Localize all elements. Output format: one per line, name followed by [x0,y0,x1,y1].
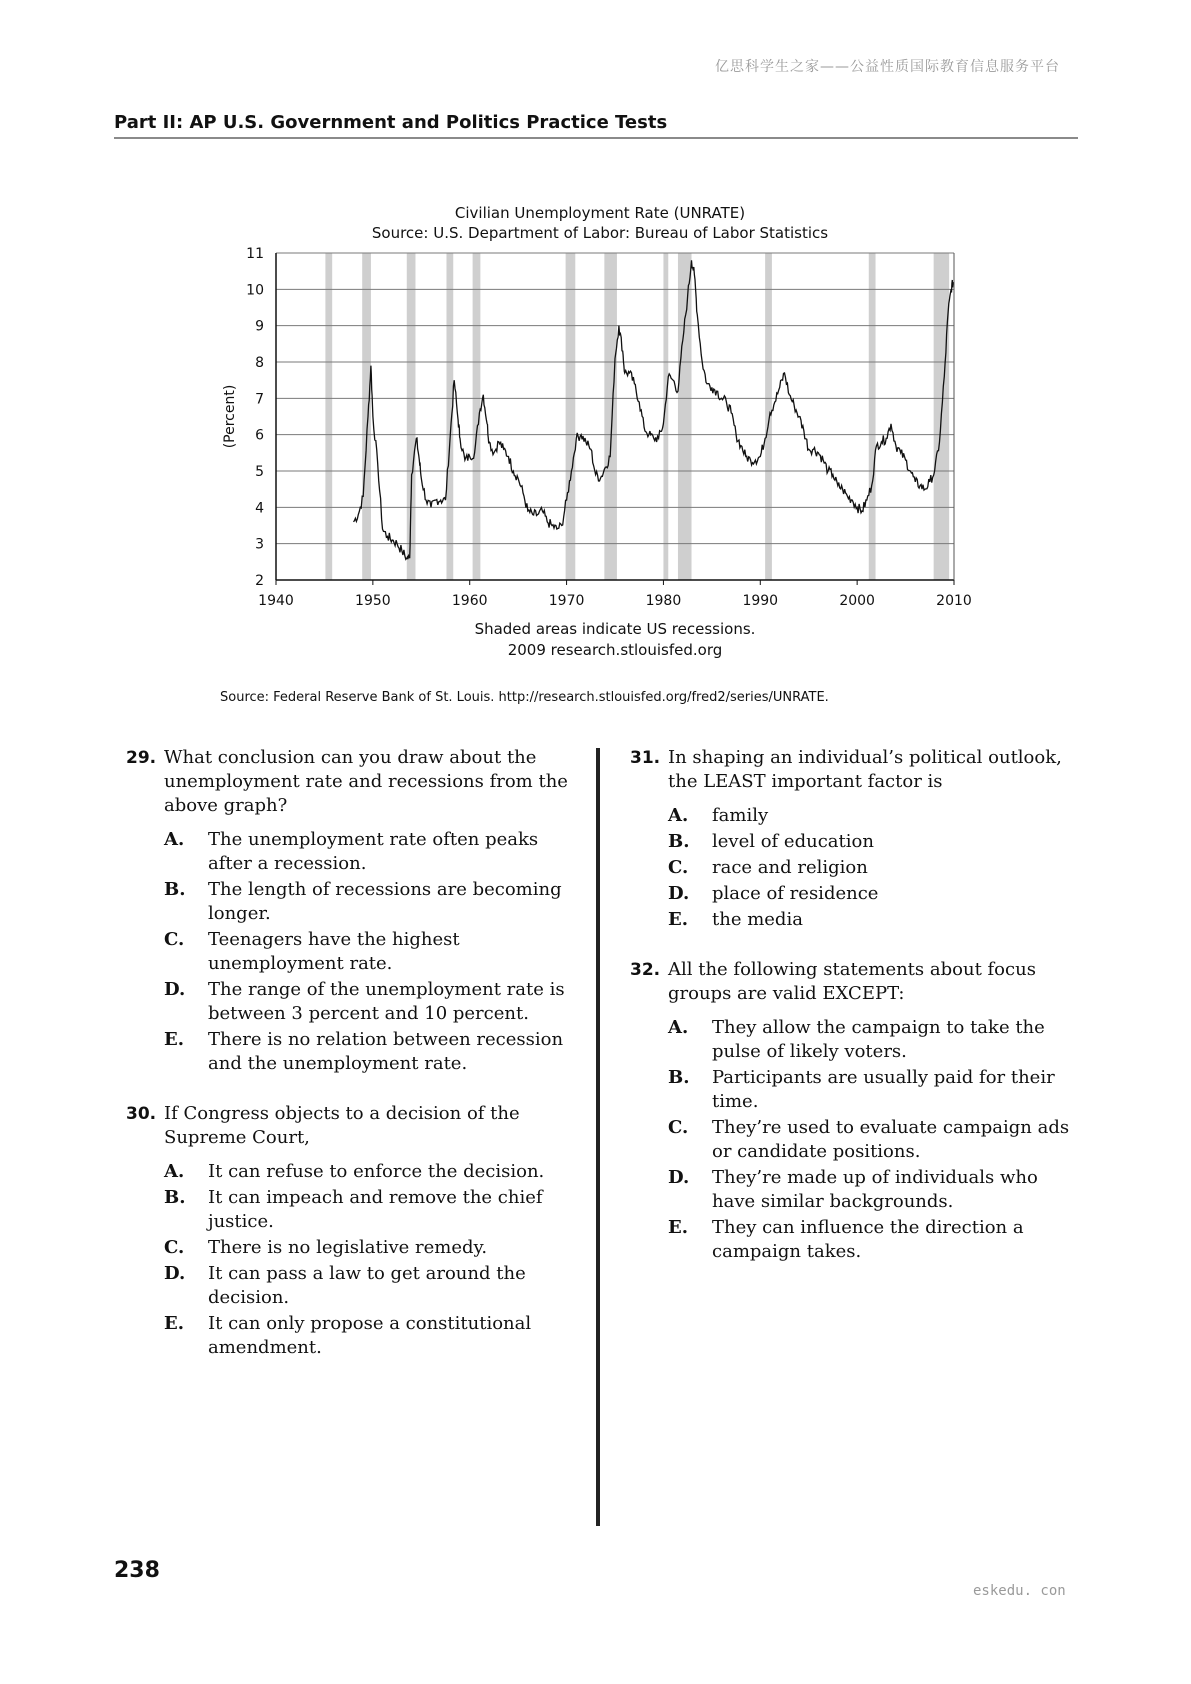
question-stem [126,1102,582,1150]
choice-text: There is no relation between recession and the unemployment rate. [208,1029,564,1074]
x-tick-label: 2000 [839,593,875,609]
answer-choice [164,1262,582,1310]
question [126,746,582,1076]
recession-band [765,253,772,580]
header-watermark: 亿思科学生之家——公益性质国际教育信息服务平台 [715,59,1060,75]
page-number: 238 [114,1558,160,1583]
y-tick-label: 10 [246,282,264,299]
footer-watermark: eskedu. con [973,1583,1066,1599]
x-tick-label: 1960 [451,593,488,609]
choice-letter: A. [668,1017,689,1038]
choice-text: It can impeach and remove the chief justice. [208,1187,543,1232]
choice-text: It can only propose a constitutional amendment. [208,1313,532,1358]
choice-letter: B. [164,879,186,900]
choice-text: level of education [712,831,874,852]
answer-choice [668,908,1080,932]
choice-text: family [712,805,769,826]
question [630,746,1080,932]
choice-letter: D. [164,1263,186,1284]
answer-choice [164,1160,582,1184]
answer-choices [164,1160,582,1360]
series-line-0 [354,260,954,559]
choice-letter: D. [668,883,690,904]
chart-svg [200,200,1000,670]
y-tick-label: 6 [255,427,264,444]
y-tick-label: 11 [246,246,264,262]
choice-letter: E. [668,1217,688,1238]
question-stem [630,746,1080,794]
recession-band [325,253,332,580]
y-tick-label: 3 [255,536,264,553]
answer-choice [164,878,582,926]
choice-text: Teenagers have the highest unemployment rate. [208,929,460,974]
running-head: Part II: AP U.S. Government and Politics Practice Tests [114,112,668,133]
answer-choice [668,1066,1080,1114]
recession-band [869,253,876,580]
choice-text: The unemployment rate often peaks after a recession. [208,829,539,874]
answer-choice [164,978,582,1026]
choice-letter: C. [164,929,185,950]
y-tick-label: 5 [255,464,264,480]
y-tick-label: 7 [255,391,264,408]
question [126,1102,582,1360]
answer-choice [668,882,1080,906]
choice-letter: C. [668,1117,689,1138]
y-tick-label: 2 [255,573,264,589]
header-rule [114,137,1078,139]
answer-choices [668,804,1080,932]
choice-letter: D. [668,1167,690,1188]
answer-choice [164,1186,582,1234]
answer-choice [668,856,1080,880]
choice-letter: A. [164,1161,185,1182]
answer-choice [164,1236,582,1260]
answer-choice [164,828,582,876]
choice-letter: C. [164,1237,185,1258]
choice-letter: B. [668,831,690,852]
choice-letter: E. [164,1029,184,1050]
choice-text: They can influence the direction a campaign takes. [712,1217,1024,1262]
question-text: All the following statements about focus groups are valid EXCEPT: [668,959,1036,1004]
y-axis-label: (Percent) [222,384,238,449]
unemployment-chart [200,200,1000,670]
question-number: 30. [126,1104,157,1124]
recession-band [362,253,371,580]
question-stem [630,958,1080,1006]
choice-text: the media [712,909,803,930]
recession-band [407,253,416,580]
choice-text: Participants are usually paid for their time. [712,1067,1055,1112]
question-text: What conclusion can you draw about the unemployment rate and recessions from the above graph? [164,747,568,816]
answer-choices [164,828,582,1076]
choice-text: It can refuse to enforce the decision. [208,1161,545,1182]
questions-right-column [630,746,1080,1290]
x-tick-label: 2010 [936,593,972,609]
question-stem [126,746,582,818]
question-number: 31. [630,748,661,768]
choice-text: They allow the campaign to take the pulse of likely voters. [712,1017,1045,1062]
x-tick-label: 1970 [548,593,585,609]
choice-letter: D. [164,979,186,1000]
answer-choice [668,804,1080,828]
chart-credit: 2009 research.stlouisfed.org [507,641,723,659]
choice-text: race and religion [712,857,868,878]
choice-text: There is no legislative remedy. [208,1237,488,1258]
question [630,958,1080,1264]
recession-band [566,253,576,580]
recession-band [604,253,617,580]
choice-text: The length of recessions are becoming longer. [208,879,562,924]
choice-letter: B. [668,1067,690,1088]
x-tick-label: 1950 [355,593,391,609]
question-text: In shaping an individual’s political outlook, the LEAST important factor is [668,747,1062,792]
answer-choice [164,1312,582,1360]
answer-choice [668,1116,1080,1164]
chart-source: Source: Federal Reserve Bank of St. Louis. http://research.stlouisfed.org/fred2/series/UNRATE. [220,690,829,705]
choice-letter: A. [668,805,689,826]
choice-letter: E. [164,1313,184,1334]
choice-text: They’re made up of individuals who have similar backgrounds. [712,1167,1038,1212]
answer-choice [668,1166,1080,1214]
questions-left-column [126,746,582,1386]
chart-title: Civilian Unemployment Rate (UNRATE) [454,204,746,222]
x-tick-label: 1940 [258,593,294,609]
chart-subtitle: Source: U.S. Department of Labor: Bureau of Labor Statistics [371,224,829,242]
answer-choice [668,830,1080,854]
answer-choices [668,1016,1080,1264]
choice-text: They’re used to evaluate campaign ads or candidate positions. [712,1117,1070,1162]
answer-choice [164,1028,582,1076]
choice-letter: B. [164,1187,186,1208]
answer-choice [164,928,582,976]
choice-letter: A. [164,829,185,850]
question-number: 32. [630,960,661,980]
question-text: If Congress objects to a decision of the Supreme Court, [164,1103,520,1148]
y-tick-label: 9 [255,318,264,335]
x-tick-label: 1980 [645,593,682,609]
y-tick-label: 8 [255,355,264,371]
recession-band [678,253,692,580]
x-tick-label: 1990 [742,593,779,609]
choice-text: place of residence [712,883,879,904]
choice-letter: E. [668,909,688,930]
column-divider [596,748,600,1526]
choice-letter: C. [668,857,689,878]
question-number: 29. [126,748,157,768]
y-tick-label: 4 [255,500,264,517]
answer-choice [668,1216,1080,1264]
choice-text: It can pass a law to get around the decision. [208,1263,526,1308]
answer-choice [668,1016,1080,1064]
choice-text: The range of the unemployment rate is between 3 percent and 10 percent. [208,979,565,1024]
recession-note: Shaded areas indicate US recessions. [474,620,756,638]
